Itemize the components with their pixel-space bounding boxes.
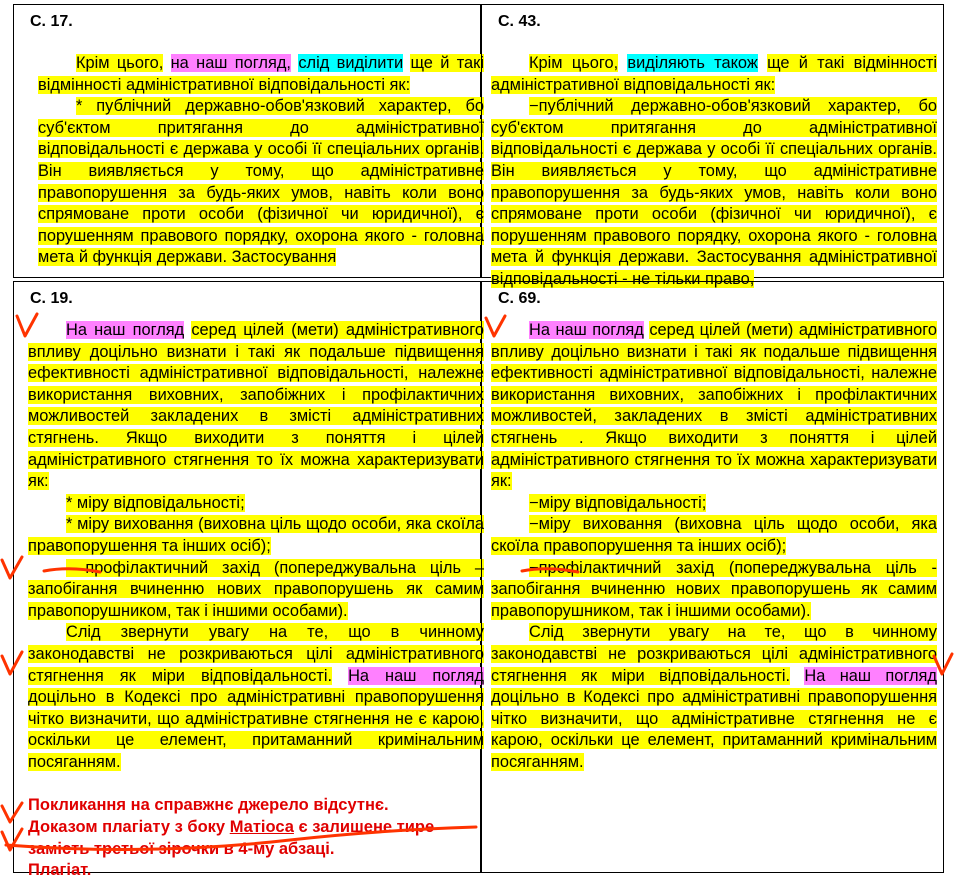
- list-item: [491, 558, 937, 623]
- author-name: Матіоса: [229, 818, 294, 837]
- cell-bottom-right: [481, 281, 944, 873]
- text-run: серед цілей (мети) адміністративного впливу доцільно визнати і такі як подальше підвищення ефективності адміністративної відповідальності, належне використання виховних, запобіжних і профілактичних можливостей, закладених в змісті адміністративних стягнень . Якщо виходити з поняття і цілей адміністративного стягнення то їх можна характеризувати як:: [491, 321, 937, 491]
- text-run: * публічний державно-обов'язковий характер, бо суб'єктом притягання до адміністративної відповідальності є держава у особі її спеціальних органів. Він виявляється у тому, що адміністративне правопорушення за будь-яких умов, навіть коли воно спрямоване проти особи (фізичної чи юридичної), є порушенням правового порядку, охорона якого - головна мета й функція держави. Застосування: [38, 97, 484, 267]
- text-run: ще й такі відмінності адміністративної відповідальності як:: [491, 54, 938, 94]
- page-caption: С. 17.: [30, 13, 73, 30]
- paragraph: [28, 320, 484, 493]
- text-run: доцільно в Кодексі про адміністративні правопорушення чітко визначити, що адміністративне стягнення не є карою, оскільки це елемент, притаманний кримінальним посяганням.: [491, 688, 937, 771]
- list-item: [491, 514, 937, 557]
- highlight-phrase: На наш погляд: [66, 321, 185, 339]
- text-run: Слід звернути увагу на те, що в чинному законодавстві не розкриваються цілі адміністративного стягнення як міри відповідальності.: [491, 623, 937, 685]
- text-run: ще й такі відмінності адміністративної відповідальності як:: [38, 54, 484, 94]
- plagiarism-note: [28, 795, 484, 881]
- note-text: Доказом плагіату з боку: [28, 818, 226, 837]
- cell-top-right: [481, 4, 944, 288]
- list-item: [28, 558, 484, 623]
- text-run: серед цілей (мети) адміністративного впливу доцільно визнати і такі як подальше підвищення ефективності адміністративної відповідальності, належне використання виховних, запобіжних і профілактичних можливостей закладених в змісті адміністративних стягнень. Якщо виходити з поняття і цілей адміністративного стягнення то їх можна характеризувати як:: [28, 321, 484, 491]
- cell-text: [28, 320, 484, 882]
- paragraph: [28, 622, 484, 773]
- paragraph: [491, 622, 937, 773]
- highlight-phrase: слід виділити: [298, 54, 404, 72]
- paragraph: [38, 96, 484, 269]
- note-verdict: Плагіат.: [28, 861, 92, 880]
- cell-text: [38, 53, 484, 269]
- text-run: * міру відповідальності;: [66, 493, 245, 512]
- text-run: −профілактичний захід (попереджувальна ціль - запобігання вчиненню нових правопорушень як самим правопорушником, так і іншими особами).: [491, 558, 937, 620]
- paragraph: [491, 53, 937, 96]
- cell-text: [491, 320, 937, 773]
- highlight-phrase: виділяють також: [627, 54, 758, 72]
- list-item: [28, 493, 484, 515]
- note-line: Покликання на справжнє джерело відсутнє.: [28, 796, 389, 815]
- highlight-phrase: на наш погляд,: [170, 54, 291, 72]
- cell-bottom-left: [13, 281, 484, 880]
- page-caption: С. 69.: [498, 290, 541, 307]
- note-text: є залишене тире замість третьої зірочки в 4-му абзаці.: [28, 818, 435, 858]
- page-caption: С. 19.: [30, 290, 73, 307]
- paragraph: [491, 320, 937, 493]
- cell-top-left: [13, 4, 484, 278]
- highlight-phrase: На наш погляд: [529, 321, 644, 339]
- text-run: доцільно в Кодексі про адміністративні правопорушення чітко визначити, що адміністративне стягнення не є карою, оскільки це елемент, притаманний кримінальним посяганням.: [28, 688, 484, 771]
- text-run: Крім цього,: [76, 54, 164, 72]
- text-run: - профілактичний захід (попереджувальна ціль – запобігання вчиненню нових правопорушень як самим правопорушником, так і іншими особами).: [28, 558, 484, 620]
- paragraph: [491, 96, 937, 290]
- text-run: Крім цього,: [529, 54, 619, 72]
- list-item: [491, 493, 937, 515]
- page-caption: С. 43.: [498, 13, 541, 30]
- text-run: −міру виховання (виховна ціль щодо особи, яка скоїла правопорушення та інших осіб);: [491, 515, 937, 555]
- list-item: [28, 514, 484, 557]
- text-run: −публічний державно-обов'язковий характер, бо суб'єктом притягання до адміністративної відповідальності є держава у особі її спеціальних органів. Він виявляється у тому, що адміністративне правопорушення за будь-яких умов, навіть коли воно спрямоване проти особи (фізичної чи юридичної), є порушенням правового порядку, охорона якого - головна мета й функція держави. Застосування адміністративної відповідальності - не тільки право,: [491, 97, 937, 288]
- highlight-phrase: На наш погляд: [348, 666, 484, 685]
- paragraph: [38, 53, 484, 96]
- text-run: * міру виховання (виховна ціль щодо особи, яка скоїла правопорушення та інших осіб);: [28, 515, 484, 555]
- text-run: Слід звернути увагу на те, що в чинному законодавстві не розкриваються цілі адміністративного стягнення як міри відповідальності.: [28, 623, 484, 685]
- highlight-phrase: На наш погляд: [804, 666, 937, 685]
- text-run: −міру відповідальності;: [529, 493, 707, 512]
- cell-text: [491, 53, 937, 291]
